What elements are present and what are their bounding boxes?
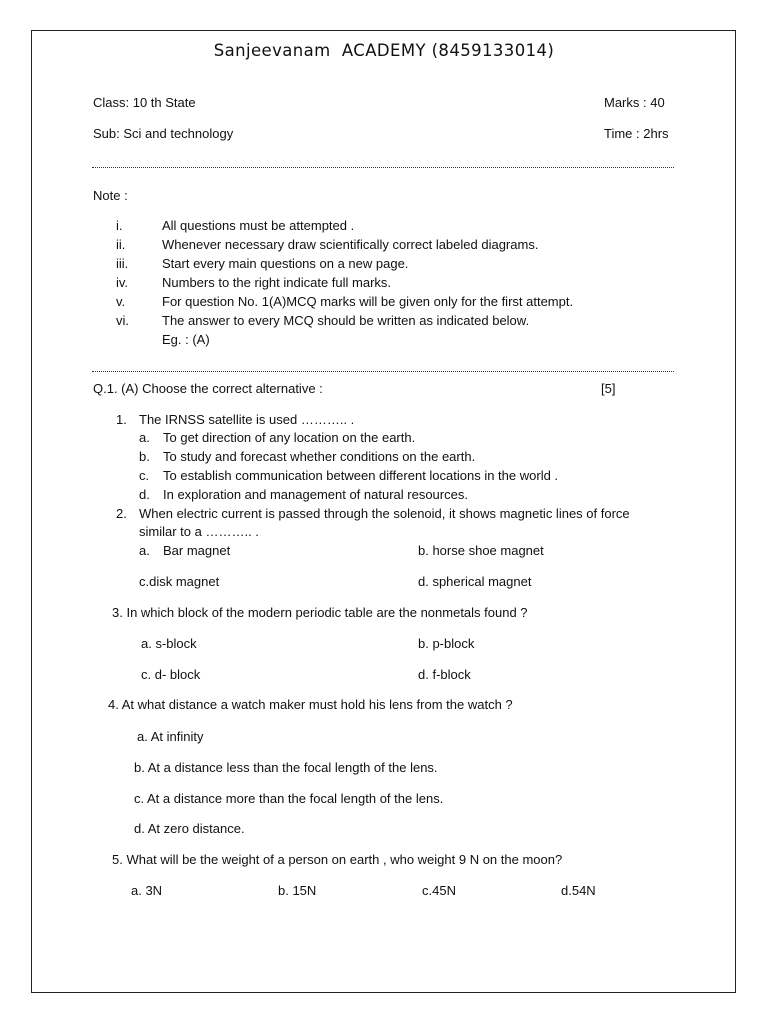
option-text: d.54N (561, 883, 596, 898)
note-heading: Note : (93, 188, 128, 203)
option-text: d. At zero distance. (134, 821, 245, 836)
question-text: 5. What will be the weight of a person on earth , who weight 9 N on the moon? (112, 852, 563, 867)
section-heading: Q.1. (A) Choose the correct alternative : (93, 381, 323, 396)
note-item-text: Numbers to the right indicate full marks. (162, 275, 392, 290)
option-text: d. f-block (418, 667, 471, 682)
note-item-number: i. (116, 218, 123, 233)
section-marks: [5] (601, 381, 616, 396)
option-text: Bar magnet (163, 543, 231, 558)
note-item-number: iv. (116, 275, 129, 290)
question-number: 2. (116, 506, 127, 521)
page-title: Sanjeevanam ACADEMY (8459133014) (213, 41, 555, 60)
option-text: c. d- block (141, 667, 201, 682)
option-text: b. At a distance less than the focal length of the lens. (134, 760, 438, 775)
question-number: 1. (116, 412, 127, 427)
option-text: To establish communication between different locations in the world . (163, 468, 559, 483)
option-text: c. At a distance more than the focal length of the lens. (134, 791, 444, 806)
option-text: a. s-block (141, 636, 197, 651)
option-text: d. spherical magnet (418, 574, 532, 589)
note-item-number: v. (116, 294, 126, 309)
dotted-divider (92, 167, 674, 168)
question-text: similar to a ……….. . (139, 524, 259, 539)
option-text: c.disk magnet (139, 574, 220, 589)
dotted-divider (92, 371, 674, 372)
option-text: b. 15N (278, 883, 317, 898)
option-text: To study and forecast whether conditions on the earth. (163, 449, 476, 464)
note-example: Eg. : (A) (162, 332, 210, 347)
option-text: b. horse shoe magnet (418, 543, 544, 558)
subject-label: Sub: Sci and technology (93, 126, 234, 141)
question-text: When electric current is passed through the solenoid, it shows magnetic lines of force (139, 506, 630, 521)
option-text: c.45N (422, 883, 456, 898)
note-item-text: Whenever necessary draw scientifically correct labeled diagrams. (162, 237, 539, 252)
note-item-number: iii. (116, 256, 129, 271)
class-label: Class: 10 th State (93, 95, 196, 110)
note-item-number: vi. (116, 313, 129, 328)
option-letter: c. (139, 468, 150, 483)
option-text: a. At infinity (137, 729, 204, 744)
option-text: b. p-block (418, 636, 475, 651)
option-text: In exploration and management of natural resources. (163, 487, 468, 502)
question-text: 4. At what distance a watch maker must hold his lens from the watch ? (108, 697, 513, 712)
option-letter: a. (139, 430, 150, 445)
question-text: 3. In which block of the modern periodic table are the nonmetals found ? (112, 605, 528, 620)
option-text: To get direction of any location on the earth. (163, 430, 416, 445)
option-text: a. 3N (131, 883, 163, 898)
note-item-text: Start every main questions on a new page. (162, 256, 409, 271)
note-item-text: For question No. 1(A)MCQ marks will be given only for the first attempt. (162, 294, 574, 309)
time-label: Time : 2hrs (604, 126, 669, 141)
question-text: The IRNSS satellite is used ……….. . (139, 412, 355, 427)
option-letter: a. (139, 543, 150, 558)
note-item-text: All questions must be attempted . (162, 218, 355, 233)
note-item-number: ii. (116, 237, 126, 252)
marks-label: Marks : 40 (604, 95, 665, 110)
note-item-text: The answer to every MCQ should be written as indicated below. (162, 313, 530, 328)
option-letter: d. (139, 487, 150, 502)
option-letter: b. (139, 449, 150, 464)
